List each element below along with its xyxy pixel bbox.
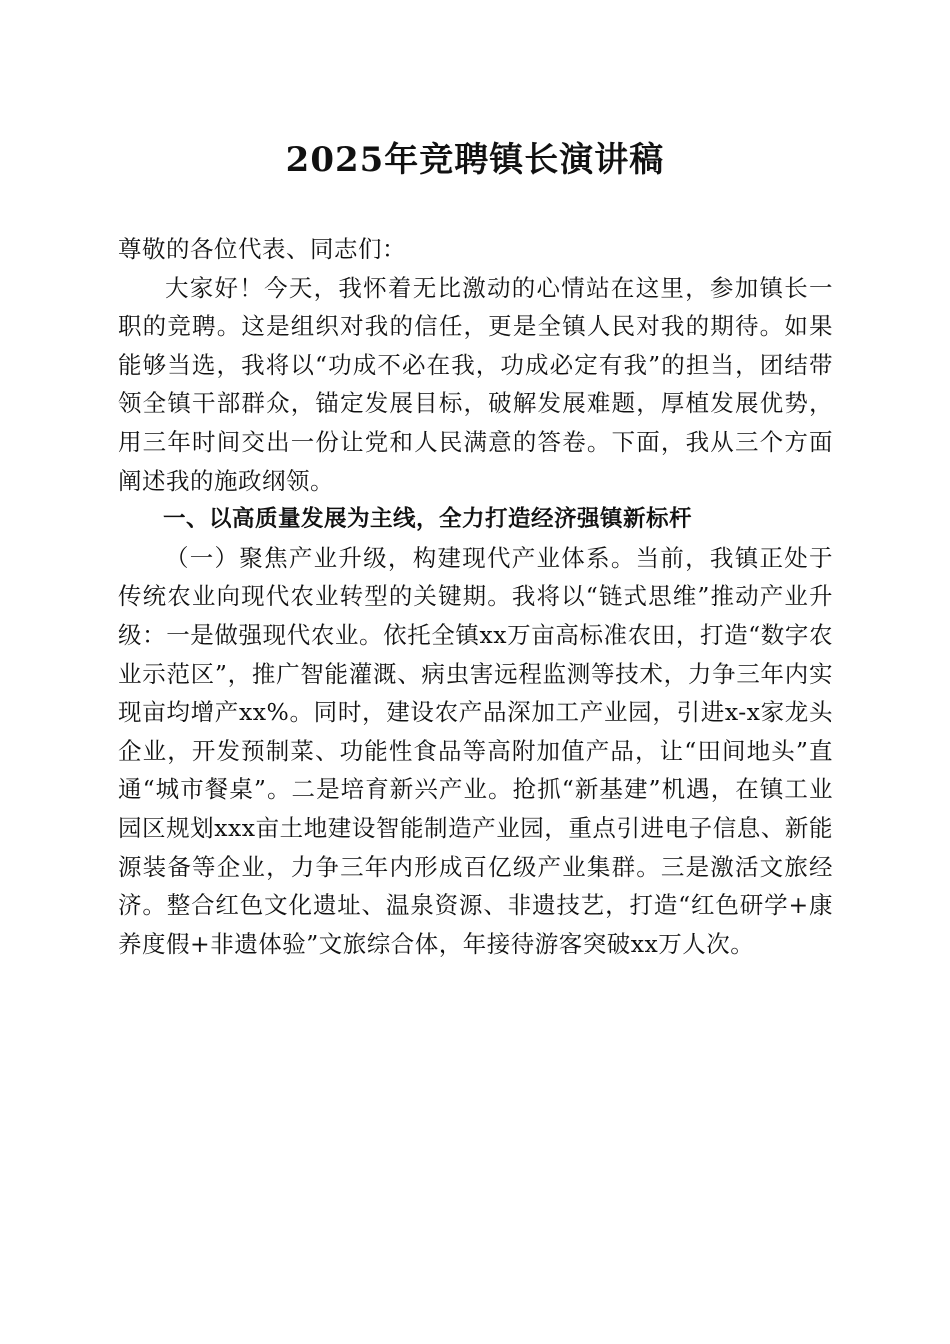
- document-body: [118, 230, 833, 963]
- paragraph-intro: 大家好！今天，我怀着无比激动的心情站在这里，参加镇长一职的竞聘。这是组织对我的信任，更是全镇人民对我的期待。如果能够当选，我将以“功成不必在我，功成必定有我”的担当，团结带领全镇干部群众，锚定发展目标，破解发展难题，厚植发展优势，用三年时间交出一份让党和人民满意的答卷。下面，我从三个方面阐述我的施政纲领。: [118, 273, 833, 495]
- salutation: 尊敬的各位代表、同志们：: [118, 235, 406, 263]
- paragraph-section-1-1: （一）聚焦产业升级，构建现代产业体系。当前，我镇正处于传统农业向现代农业转型的关键期。我将以“链式思维”推动产业升级：一是做强现代农业。依托全镇xx万亩高标准农田，打造“数字农业示范区”，推广智能灌溉、病虫害远程监测等技术，力争三年内实现亩均增产xx%。同时，建设农产品深加工产业园，引进x-x家龙头企业，开发预制菜、功能性食品等高附加值产品，让“田间地头”直通“城市餐桌”。二是培育新兴产业。抢抓“新基建”机遇，在镇工业园区规划xxx亩土地建设智能制造产业园，重点引进电子信息、新能源装备等企业，力争三年内形成百亿级产业集群。三是激活文旅经济。整合红色文化遗址、温泉资源、非遗技艺，打造“红色研学+康养度假+非遗体验”文旅综合体，年接待游客突破xx万人次。: [118, 543, 833, 958]
- document-title: 2025年竞聘镇长演讲稿: [285, 140, 665, 180]
- section-heading-1: 一、以高质量发展为主线，全力打造经济强镇新标杆: [163, 506, 693, 533]
